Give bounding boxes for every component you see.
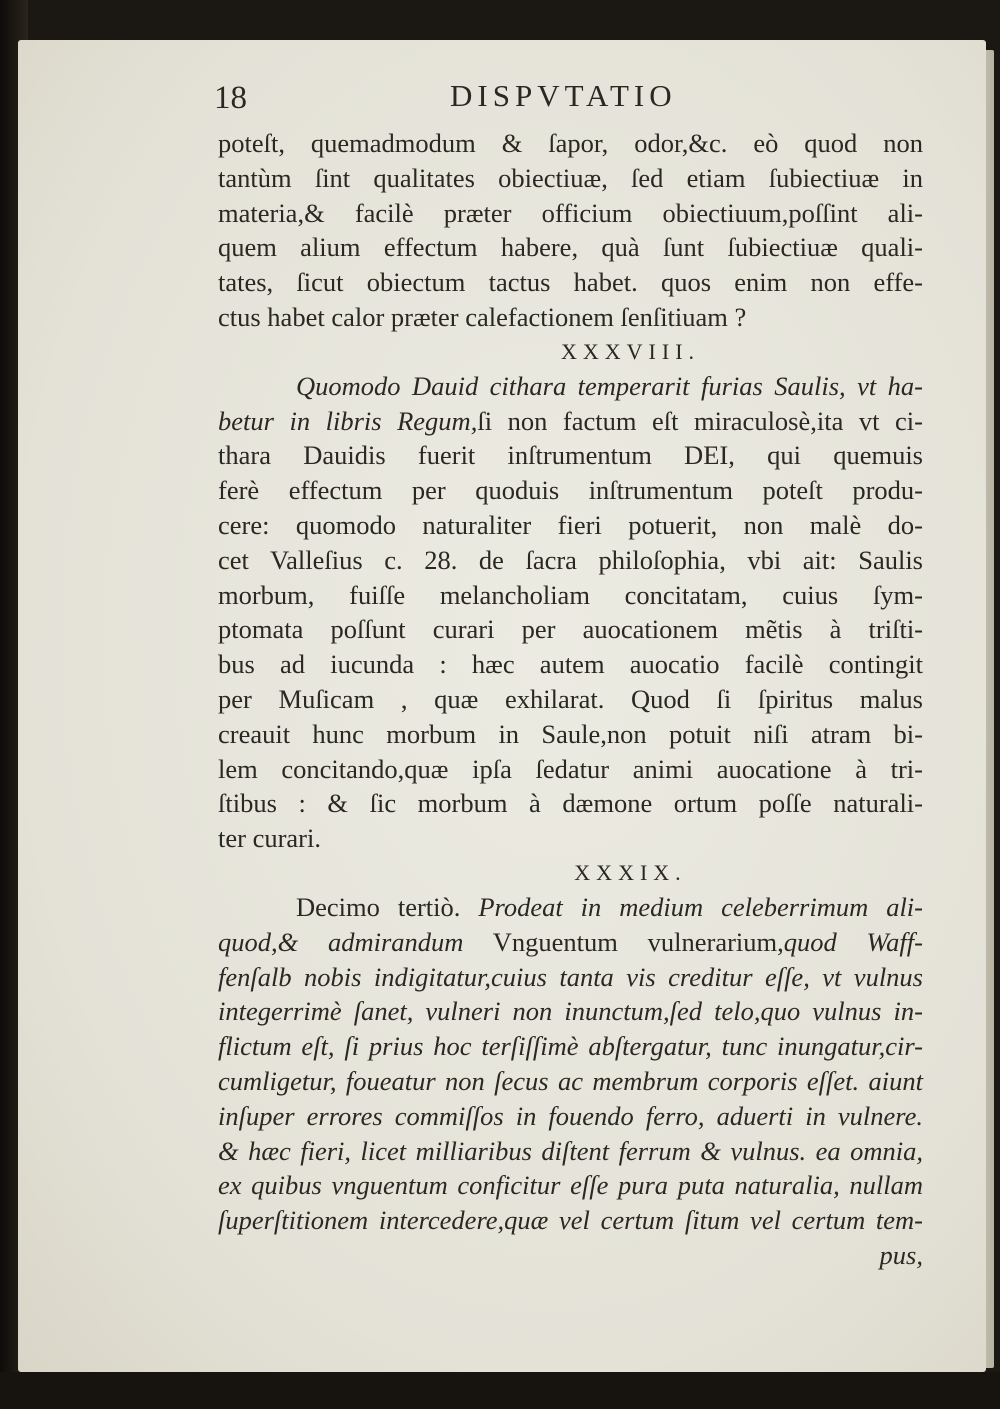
text-line: poteſt, quemadmodum & ſapor, odor,&c. eò quod non (218, 128, 923, 158)
italic-text: Prodeat in medium celeberrimum ali- (460, 891, 923, 922)
text-line: morbum, fuiſſe melancholiam concitatam, cuius ſym- (218, 579, 923, 610)
scan-bottom-band (0, 1372, 1000, 1409)
page-header (214, 78, 923, 126)
text-line (218, 404, 923, 439)
text-line: bus ad iucunda : hæc autem auocatio facilè contingit (218, 649, 923, 680)
text-line: cumligetur, foueatur non ſecus ac membrum corporis eſſet. aiunt (218, 1065, 923, 1096)
paragraph-1 (218, 126, 923, 335)
roman-text: Vnguentum vulnerarium, (463, 926, 784, 957)
text-line: ſuperſtitionem intercedere,quæ vel certum ſitum vel certum tem- (218, 1205, 923, 1236)
text-line: per Muſicam , quæ exhilarat. Quod ſi ſpiritus malus (218, 683, 923, 714)
paragraph-3 (218, 890, 923, 1273)
text-line: thara Dauidis fuerit inſtrumentum DEI, qui quemuis (218, 440, 923, 471)
text-line: ter curari. (218, 823, 321, 854)
roman-text: ſi non factum eſt miraculosè,ita vt ci- (477, 405, 923, 436)
italic-text: quod,& admirandum (218, 926, 464, 957)
text-line: tantùm ſint qualitates obiectiuæ, ſed etiam ſubiectiuæ in (218, 162, 923, 193)
text-line (218, 890, 923, 925)
section-number: XXXIX. (574, 859, 687, 885)
text-line: fenſalb nobis indigitatur,cuius tanta vis creditur eſſe, vt vulnus (218, 961, 923, 992)
text-line: ex quibus vnguentum conficitur eſſe pura puta naturalia, nullam (218, 1170, 923, 1201)
paragraph-2 (218, 369, 923, 856)
text-line (218, 369, 923, 404)
italic-text: Quomodo Dauid cithara temperarit furias Saulis, vt ha- (296, 370, 923, 401)
text-line: quem alium effectum habere, quà ſunt ſubiectiuæ quali- (218, 232, 923, 263)
page-number: 18 (214, 80, 247, 116)
text-line: ctus habet calor præter calefactionem ſenſitiuam ? (218, 301, 747, 332)
text-line: tates, ſicut obiectum tactus habet. quos enim non effe- (218, 267, 923, 298)
section-number: XXXVIII. (560, 338, 701, 364)
text-line: integerrimè ſanet, vulneri non inunctum,ſed telo,quo vulnus in- (218, 996, 923, 1027)
italic-text: quod Waff- (783, 926, 923, 957)
text-line: inſuper errores commiſſos in fouendo ferro, aduerti in vulnere. (218, 1100, 923, 1131)
text-line: materia,& facilè præter officium obiectiuum,poſſint ali- (218, 197, 923, 228)
text-line (218, 925, 923, 960)
text-line: cere: quomodo naturaliter fieri potuerit, non malè do- (218, 509, 923, 540)
text-line: ferè effectum per quoduis inſtrumentum poteſt produ- (218, 475, 923, 506)
italic-text: betur in libris Regum, (218, 405, 478, 436)
text-line: creauit hunc morbum in Saule,non potuit niſi atram bi- (218, 718, 923, 749)
text-line: ptomata poſſunt curari per auocationem mẽtis à triſti- (218, 614, 923, 645)
catchword: pus, (879, 1239, 923, 1270)
roman-text: Decimo tertiò. (296, 891, 461, 922)
text-line: cet Valleſius c. 28. de ſacra philoſophia, vbi ait: Saulis (218, 544, 923, 575)
running-title: DISPVTATIO (450, 78, 677, 113)
text-line: ſtibus : & ſic morbum à dæmone ortum poſſe naturali- (218, 788, 923, 819)
text-line: flictum eſt, ſi prius hoc terſiſſimè abſtergatur, tunc inungatur,cir- (218, 1031, 923, 1062)
text-line: & hæc fieri, licet milliaribus diſtent ferrum & vulnus. ea omnia, (218, 1135, 923, 1166)
page-text (214, 78, 923, 1273)
text-line: lem concitando,quæ ipſa ſedatur animi auocatione à tri- (218, 753, 923, 784)
